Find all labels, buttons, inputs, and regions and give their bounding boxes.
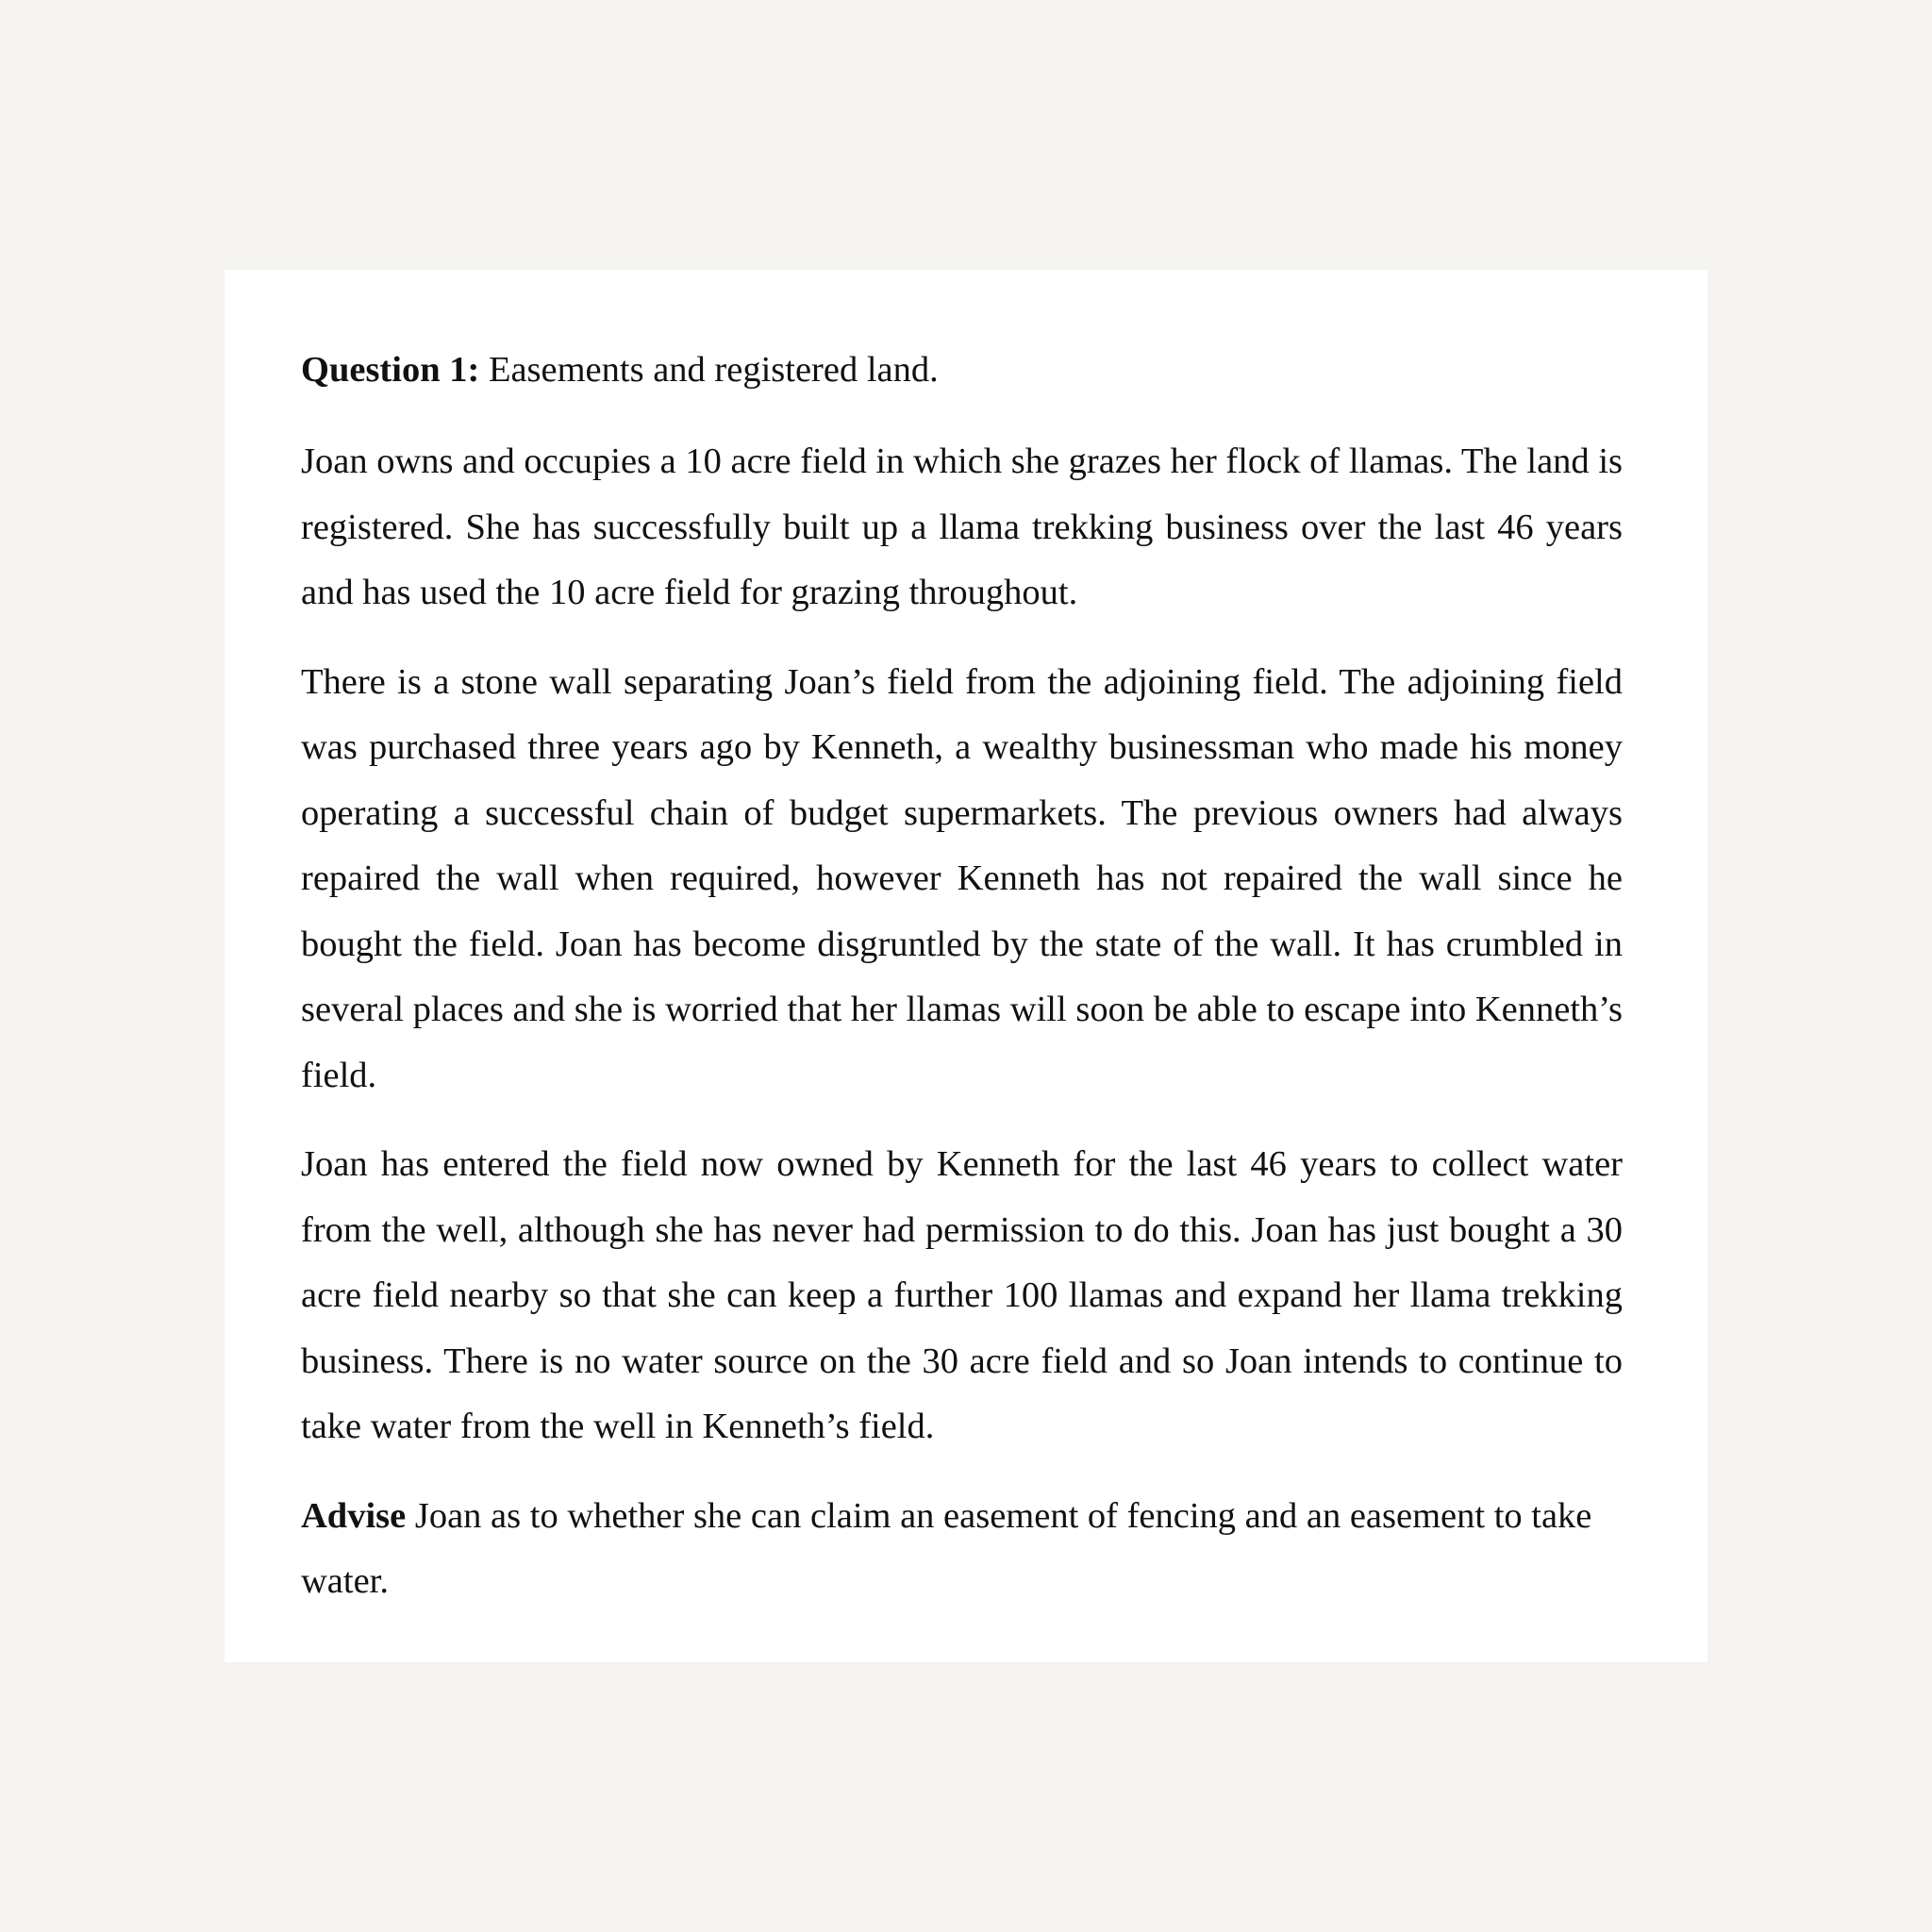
- question-heading: [301, 338, 1623, 403]
- question-topic: Easements and registered land.: [479, 350, 939, 390]
- paragraph-joan-field: Joan owns and occupies a 10 acre field in which she grazes her flock of llamas. The land is registered. She has successfully built up a llama trekking business over the last 46 years and has used the 10 acre field for grazing throughout.: [301, 441, 1623, 612]
- instruction-text: Joan as to whether she can claim an easement of fencing and an easement to take water.: [301, 1495, 1592, 1601]
- question-label: Question 1:: [301, 350, 480, 390]
- instruction-verb: Advise: [301, 1495, 407, 1536]
- paragraph-stone-wall: There is a stone wall separating Joan’s field from the adjoining field. The adjoining field was purchased three years ago by Kenneth, a wealthy businessman who made his money operating a successful chain of budget supermarkets. The previous owners had always repaired the wall when required, however Kenneth has not repaired the wall since he bought the field. Joan has become disgruntled by the state of the wall. It has crumbled in several places and she is worried that her llamas will soon be able to escape into Kenneth’s field.: [301, 661, 1623, 1095]
- instruction-paragraph: [301, 1484, 1623, 1615]
- document-page: [225, 270, 1707, 1662]
- paragraph-well-water: Joan has entered the field now owned by Kenneth for the last 46 years to collect water from the well, although she has never had permission to do this. Joan has just bought a 30 acre field nearby so that she can keep a further 100 llamas and expand her llama trekking business. There is no water source on the 30 acre field and so Joan intends to continue to take water from the well in Kenneth’s field.: [301, 1144, 1623, 1446]
- document-body: [301, 338, 1623, 1615]
